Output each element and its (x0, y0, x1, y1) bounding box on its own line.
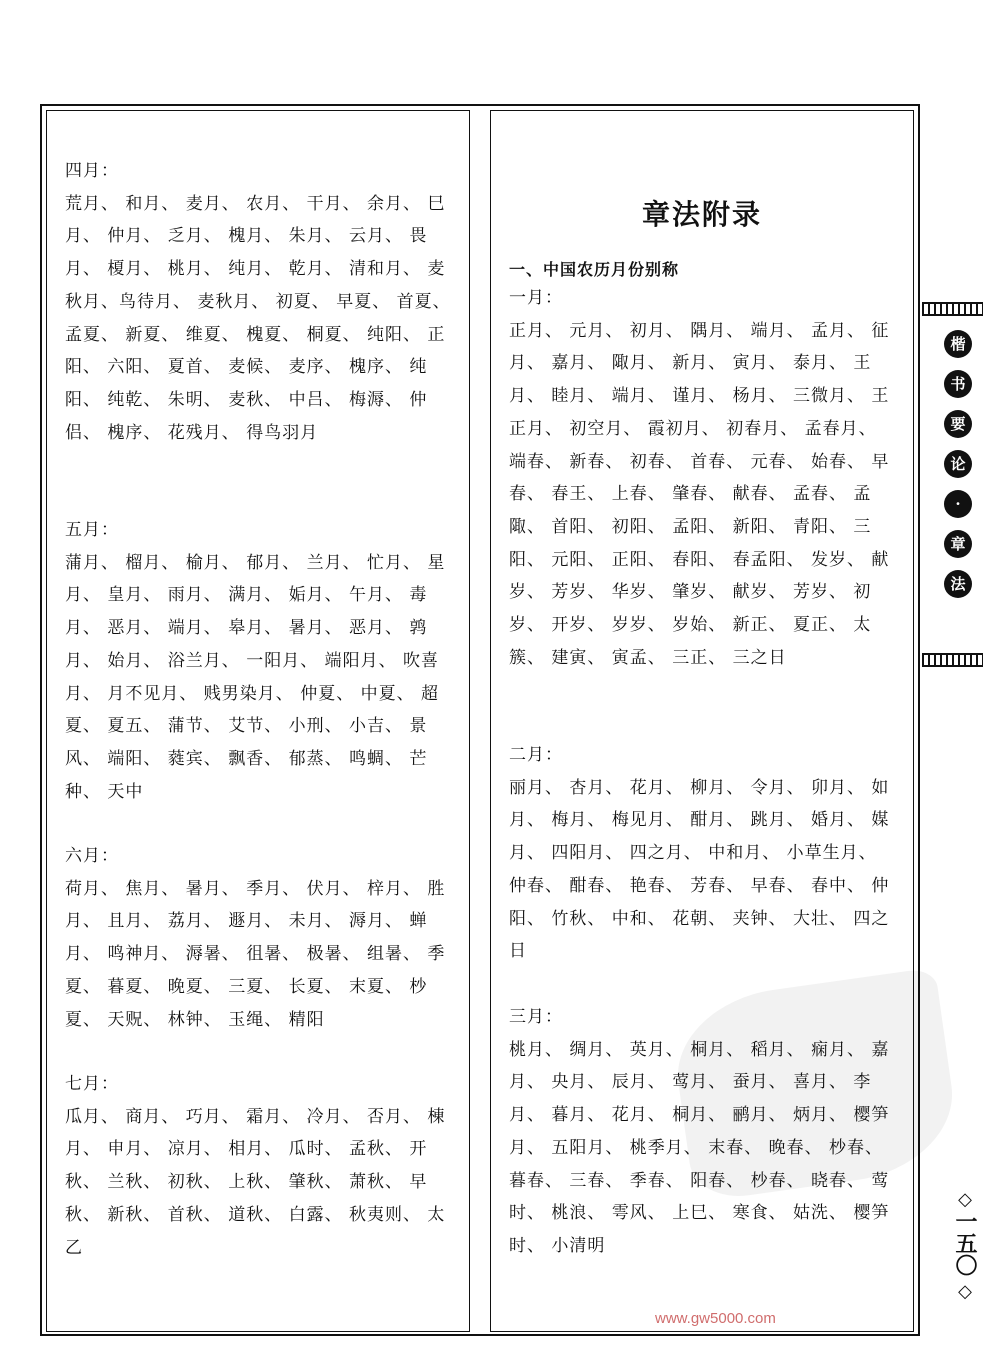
month-block-june (65, 840, 455, 1036)
page-title: 章法附录 (641, 198, 762, 231)
month-names: 荒月、 和月、 麦月、 农月、 干月、 余月、 巳月、 仲月、 乏月、 槐月、 朱月、 云月、 畏月、 榎月、 桃月、 纯月、 乾月、 清和月、 麦秋月、鸟待月、 麦秋月、 初夏、 早夏、 首夏、 孟夏、 新夏、 维夏、 槐夏、 桐夏、 纯阳、 正阳、 六阳、 夏首、 麦候、 麦序、 槐序、 纯阳、 纯乾、 朱明、 麦秋、 中吕、 梅溽、 仲侣、 槐序、 花残月、 得鸟羽月 (65, 193, 451, 443)
month-block-july (65, 1068, 455, 1264)
month-label: 四月： (65, 161, 119, 181)
side-char: 楷 (944, 330, 972, 358)
month-names: 正月、 元月、 初月、 隅月、 端月、 孟月、 征月、 嘉月、 陬月、 新月、 寅月、 泰月、 王月、 睦月、 端月、 谨月、 杨月、 三微月、 王正月、 初空月、 霞初月、 初春月、 孟春月、 端春、 新春、 初春、 首春、 元春、 始春、 早春、 春王、 上春、 肇春、 献春、 孟春、 孟陬、 首阳、 初阳、 孟阳、 新阳、 青阳、 三阳、 元阳、 正阳、 春阳、 春孟阳、 发岁、 献岁、 芳岁、 华岁、 肇岁、 献岁、 芳岁、 初岁、 开岁、 岁岁、 岁始、 新正、 夏正、 太簇、 建寅、 寅孟、 三正、 三之日 (509, 320, 890, 668)
month-label: 五月： (65, 520, 119, 540)
month-block-may (65, 514, 455, 808)
diamond-icon: ◇ (958, 1281, 972, 1302)
section-heading: 一、中国农历月份别称 (509, 260, 680, 279)
side-char: 章 (944, 530, 972, 558)
month-label: 二月： (509, 745, 563, 765)
side-char: · (944, 490, 972, 518)
month-label: 七月： (65, 1074, 119, 1094)
month-names: 荷月、 焦月、 暑月、 季月、 伏月、 梓月、 胜月、 且月、 荔月、 遯月、 未月、 溽月、 蝉月、 鸣神月、 溽暑、 徂暑、 极暑、 组暑、 季夏、 暮夏、 晚夏、 三夏、 长夏、 末夏、 杪夏、 天贶、 林钟、 玉绳、 精阳 (65, 878, 446, 1030)
month-names: 丽月、 杏月、 花月、 柳月、 令月、 卯月、 如月、 梅月、 梅见月、 酣月、 跳月、 婚月、 媒月、 四阳月、 四之月、 中和月、 小草生月、 仲春、 酣春、 艳春、 芳春、 早春、 春中、 仲阳、 竹秋、 中和、 花朝、 夹钟、 大壮、 四之日 (509, 777, 890, 962)
side-char: 法 (944, 570, 972, 598)
left-column (46, 110, 470, 1332)
meander-border-bottom (922, 653, 983, 667)
month-names: 蒲月、 榴月、 榆月、 郁月、 兰月、 忙月、 星月、 皇月、 雨月、 满月、 姤月、 午月、 毒月、 恶月、 端月、 皋月、 暑月、 恶月、 鹑月、 始月、 浴兰月、 一阳月、 端阳月、 吹喜月、 月不见月、 贱男染月、 仲夏、 中夏、 超夏、 夏五、 蒲节、 艾节、 小刑、 小吉、 景风、 端阳、 蕤宾、 飘香、 郁蒸、 鸣蜩、 芒种、 天中 (65, 552, 446, 802)
month-names: 瓜月、 商月、 巧月、 霜月、 冷月、 否月、 棟月、 申月、 凉月、 相月、 瓜时、 孟秋、 开秋、 兰秋、 初秋、 上秋、 肇秋、 萧秋、 早秋、 新秋、 首秋、 道秋、 白露、 秋夷则、 太乙 (65, 1106, 446, 1258)
page-number-text: 一五〇 (952, 1210, 978, 1276)
month-label: 一月： (509, 288, 563, 308)
right-column (490, 110, 914, 1332)
month-names: 桃月、 绸月、 英月、 桐月、 稻月、 痫月、 嘉月、 央月、 辰月、 莺月、 蚕月、 喜月、 李月、 暮月、 花月、 桐月、 鹂月、 炳月、 樱笋月、 五阳月、 桃季月、 末春、 晚春、 杪春、 暮春、 三春、 季春、 阳春、 杪春、 晓春、 莺时、 桃浪、 雩风、 上巳、 寒食、 姑洗、 樱笋时、 小清明 (509, 1039, 890, 1256)
side-title (944, 330, 974, 610)
diamond-icon: ◇ (958, 1189, 972, 1210)
page-number (950, 1190, 980, 1302)
month-label: 三月： (509, 1007, 563, 1027)
side-char: 论 (944, 450, 972, 478)
month-label: 六月： (65, 846, 119, 866)
meander-border-top (922, 302, 983, 316)
side-char: 书 (944, 370, 972, 398)
watermark-url: www.gw5000.com (655, 1310, 776, 1327)
month-block-january (509, 282, 899, 674)
month-block-march (509, 1001, 899, 1263)
side-char: 要 (944, 410, 972, 438)
month-block-february (509, 739, 899, 968)
month-block-april (65, 155, 455, 449)
